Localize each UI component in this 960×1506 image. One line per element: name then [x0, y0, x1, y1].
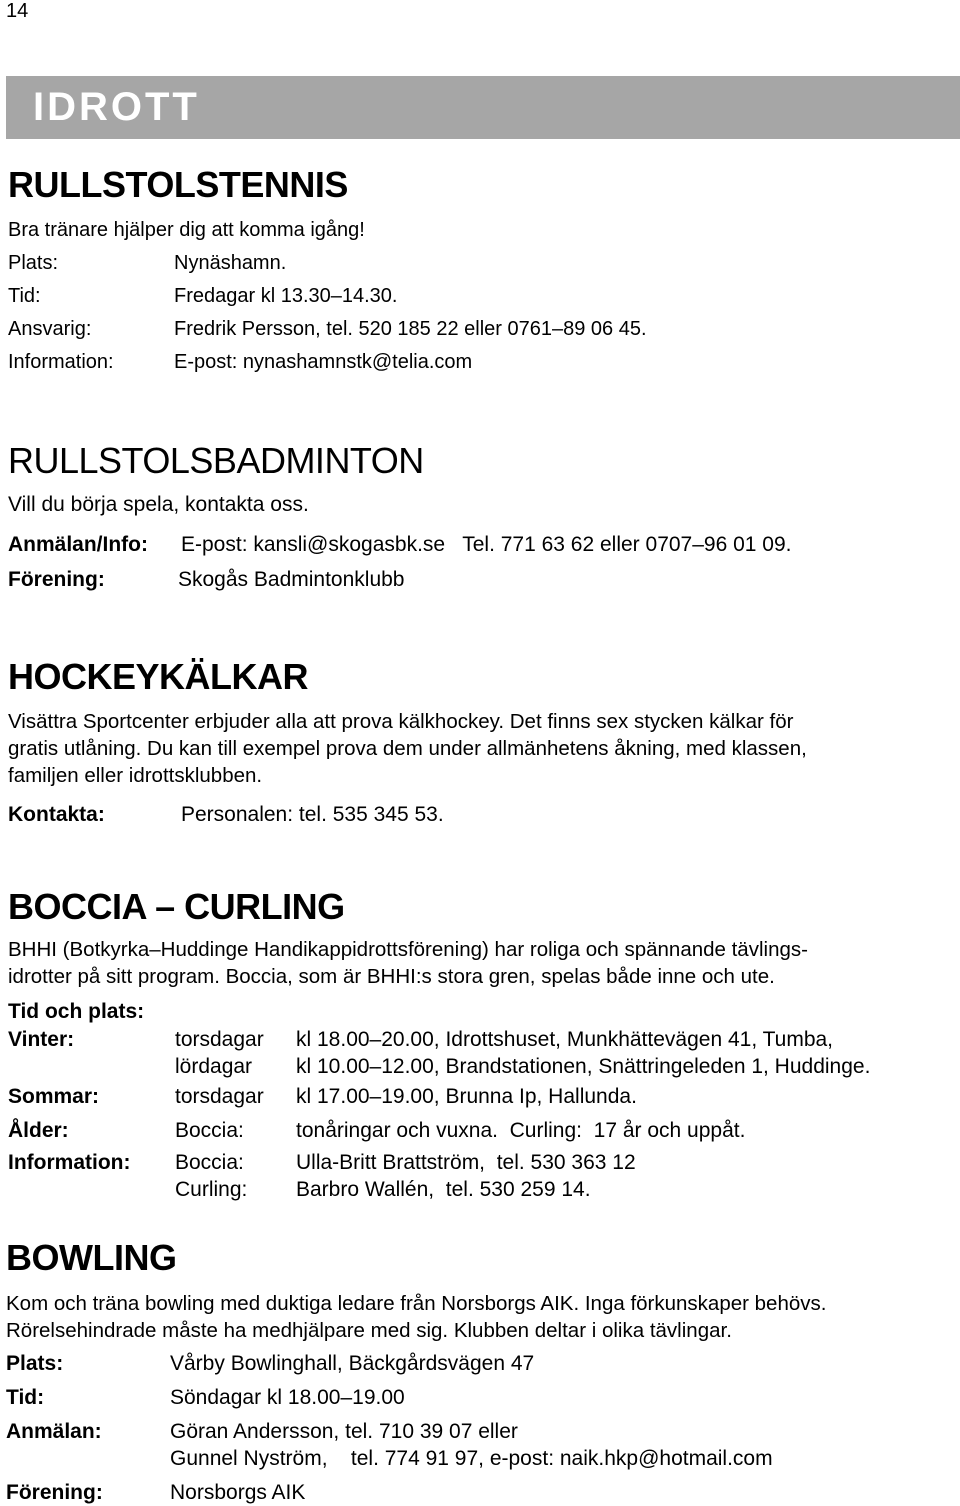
info-contact-curling: Barbro Wallén, tel. 530 259 14. — [296, 1178, 591, 1201]
bowling-anmalan-value-1: Göran Andersson, tel. 710 39 07 eller — [170, 1420, 518, 1443]
tennis-plats-value: Nynäshamn. — [174, 252, 287, 274]
vinter-time-2: kl 10.00–12.00, Brandstationen, Snättringeleden 1, Huddinge. — [296, 1055, 871, 1078]
bowling-title: BOWLING — [6, 1237, 177, 1278]
sommar-label: Sommar: — [8, 1085, 100, 1108]
bowling-forening-label: Förening: — [6, 1481, 103, 1504]
bowling-plats-label: Plats: — [6, 1352, 64, 1375]
info-contact-boccia: Ulla-Britt Brattström, tel. 530 363 12 — [296, 1151, 636, 1174]
section-banner — [6, 76, 960, 139]
badminton-forening-label: Förening: — [8, 568, 105, 591]
info-sport-boccia: Boccia: — [175, 1151, 244, 1174]
tid-och-plats-label: Tid och plats: — [8, 1000, 145, 1023]
alder-value: tonåringar och vuxna. Curling: 17 år och uppåt. — [296, 1119, 746, 1142]
tennis-information-label: Information: — [8, 351, 114, 373]
boccia-line: BHHI (Botkyrka–Huddinge Handikappidrottsförening) har roliga och spännande tävlings- — [8, 938, 808, 961]
hockeykalkar-title: HOCKEYKÄLKAR — [8, 656, 308, 697]
alder-sport: Boccia: — [175, 1119, 244, 1142]
banner-title: IDROTT — [33, 85, 200, 129]
hockey-kontakta-value: Personalen: tel. 535 345 53. — [181, 803, 444, 826]
badminton-forening-value: Skogås Badmintonklubb — [178, 568, 405, 591]
hockey-line: Visättra Sportcenter erbjuder alla att prova kälkhockey. Det finns sex stycken kälkar för — [8, 710, 794, 733]
bowling-anmalan-label: Anmälan: — [6, 1420, 102, 1443]
bowling-plats-value: Vårby Bowlinghall, Bäckgårdsvägen 47 — [170, 1352, 535, 1375]
tennis-tid-value: Fredagar kl 13.30–14.30. — [174, 285, 398, 307]
bowling-paragraph — [6, 1290, 826, 1344]
vinter-day-2: lördagar — [175, 1055, 253, 1078]
tennis-information-value: E-post: nynashamnstk@telia.com — [174, 351, 473, 373]
tennis-ansvarig-value: Fredrik Persson, tel. 520 185 22 eller 0761–89 06 45. — [174, 318, 647, 340]
hockey-paragraph — [8, 708, 807, 789]
bowling-forening-value: Norsborgs AIK — [170, 1481, 306, 1504]
tennis-plats-label: Plats: — [8, 252, 59, 274]
alder-label: Ålder: — [8, 1119, 69, 1142]
boccia-info-label: Information: — [8, 1151, 131, 1174]
hockey-line: gratis utlåning. Du kan till exempel prova dem under allmänhetens åkning, med klassen, — [8, 737, 807, 760]
vinter-time-1: kl 18.00–20.00, Idrottshuset, Munkhättevägen 41, Tumba, — [296, 1028, 834, 1051]
boccia-paragraph — [8, 936, 808, 990]
vinter-day-1: torsdagar — [175, 1028, 264, 1051]
sommar-day: torsdagar — [175, 1085, 264, 1108]
info-sport-curling: Curling: — [175, 1178, 248, 1201]
rullstolsbadminton-title: RULLSTOLSBADMINTON — [8, 440, 424, 481]
hockey-line: familjen eller idrottsklubben. — [8, 764, 263, 787]
bowling-line: Kom och träna bowling med duktiga ledare från Norsborgs AIK. Inga förkunskaper behövs. — [6, 1292, 827, 1315]
vinter-label: Vinter: — [8, 1028, 75, 1051]
sommar-time: kl 17.00–19.00, Brunna Ip, Hallunda. — [296, 1085, 637, 1108]
badminton-intro: Vill du börja spela, kontakta oss. — [8, 493, 309, 516]
page-number: 14 — [6, 0, 29, 22]
boccia-line: idrotter på sitt program. Boccia, som är BHHI:s stora gren, spelas både inne och ute. — [8, 965, 775, 988]
bowling-line: Rörelsehindrade måste ha medhjälpare med sig. Klubben deltar i olika tävlingar. — [6, 1319, 732, 1342]
tennis-tid-label: Tid: — [8, 285, 41, 307]
bowling-tid-value: Söndagar kl 18.00–19.00 — [170, 1386, 405, 1409]
badminton-anmalan-value: E-post: kansli@skogasbk.se Tel. 771 63 62 eller 0707–96 01 09. — [181, 533, 792, 556]
boccia-title: BOCCIA – CURLING — [8, 886, 345, 927]
rullstolstennis-title: RULLSTOLSTENNIS — [8, 164, 348, 205]
badminton-anmalan-label: Anmälan/Info: — [8, 533, 148, 556]
tennis-ansvarig-label: Ansvarig: — [8, 318, 92, 340]
bowling-tid-label: Tid: — [6, 1386, 45, 1409]
rullstolstennis-intro: Bra tränare hjälper dig att komma igång! — [8, 219, 365, 241]
bowling-anmalan-value-2: Gunnel Nyström, tel. 774 91 97, e-post: naik.hkp@hotmail.com — [170, 1447, 773, 1470]
hockey-kontakta-label: Kontakta: — [8, 803, 105, 826]
